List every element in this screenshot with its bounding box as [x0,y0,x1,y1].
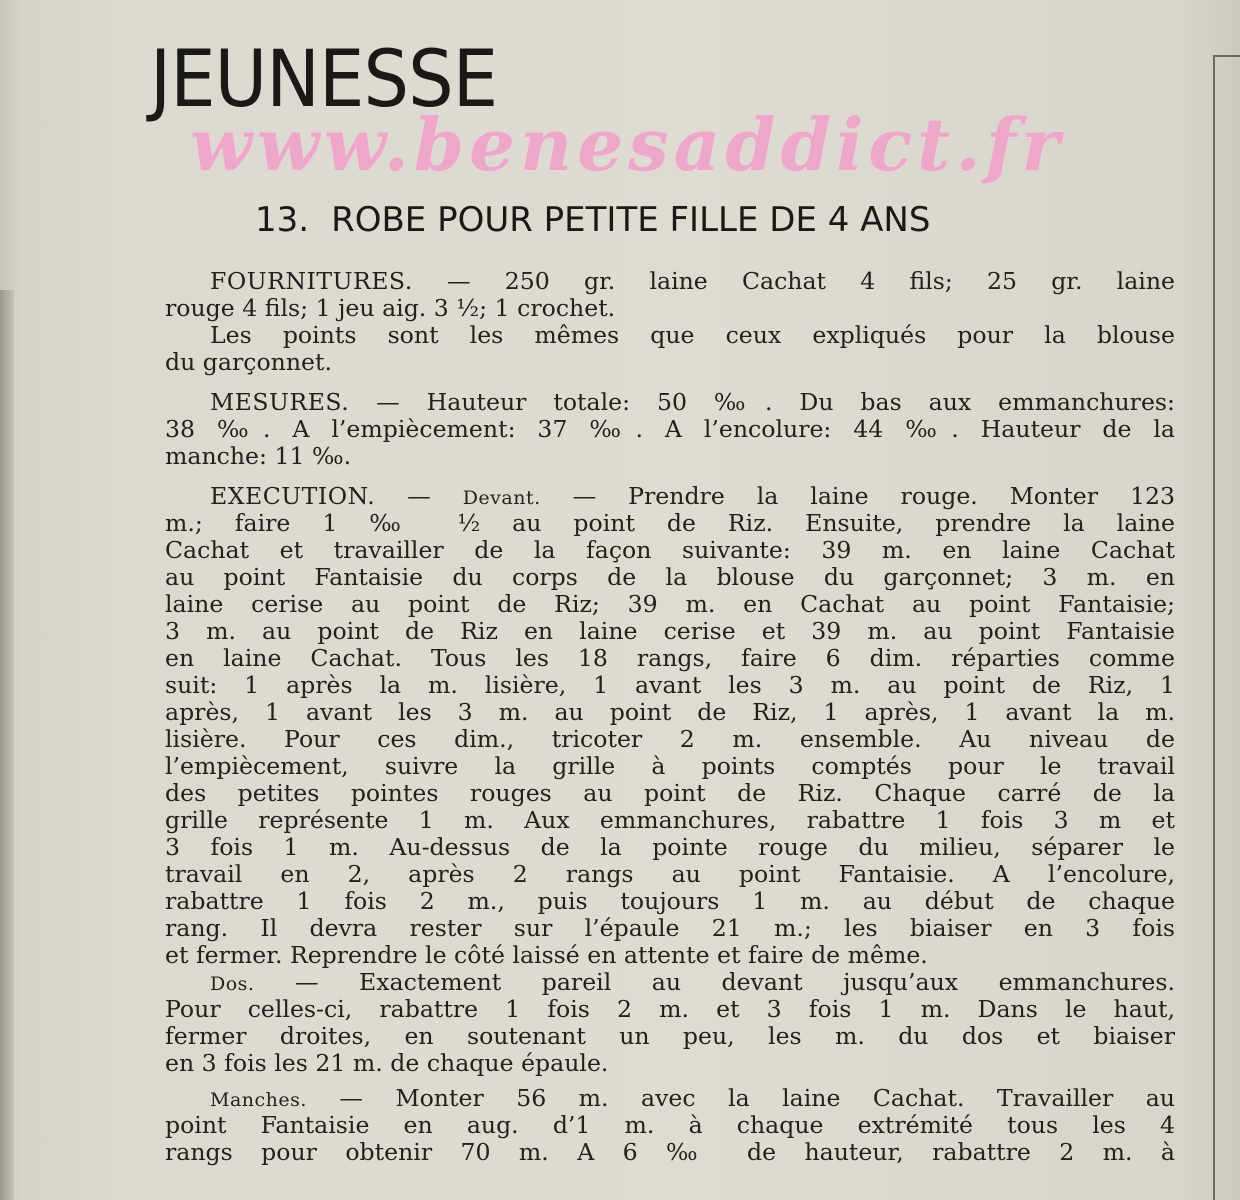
text-line: 38 ‰. A l’empiècement: 37 ‰. A l’encolure: 44 ‰. Hauteur de la [165,416,1175,443]
text-line: 3 m. au point de Riz en laine cerise et 39 m. au point Fantaisie [165,618,1175,645]
watermark: www.benesaddict.fr [190,102,1065,187]
subheading-dos: Dos. [210,973,255,995]
text-line: EXECUTION. — Devant. — Prendre la laine rouge. Monter 123 [210,483,1175,510]
text-line: du garçonnet. [165,348,332,376]
text-line: au point Fantaisie du corps de la blouse du garçonnet; 3 m. en [165,564,1175,591]
text-line: manche: 11 ‰. [165,442,352,470]
text-line: Pour celles-ci, rabattre 1 fois 2 m. et 3 fois 1 m. Dans le haut, [165,996,1175,1023]
text-line: FOURNITURES. — 250 gr. laine Cachat 4 fils; 25 gr. laine [210,268,1175,295]
text-line: Dos. — Exactement pareil au devant jusqu’aux emmanchures. [210,969,1175,996]
text-line: après, 1 avant les 3 m. au point de Riz, 1 après, 1 avant la m. [165,699,1175,726]
heading-fournitures: FOURNITURES. [210,268,413,295]
page-fold-shadow [0,290,14,1200]
pattern-title-text: ROBE POUR PETITE FILLE DE 4 ANS [331,200,931,240]
text-line: point Fantaisie en aug. d’1 m. à chaque extrémité tous les 4 [165,1112,1175,1139]
text-line: lisière. Pour ces dim., tricoter 2 m. ensemble. Au niveau de [165,726,1175,753]
text-line: Manches. — Monter 56 m. avec la laine Cachat. Travailler au [210,1085,1175,1112]
text-line: rabattre 1 fois 2 m., puis toujours 1 m. au début de chaque [165,888,1175,915]
column-rule [1213,55,1215,1200]
text-line: laine cerise au point de Riz; 39 m. en Cachat au point Fantaisie; [165,591,1175,618]
text-line: et fermer. Reprendre le côté laissé en attente et faire de même. [165,941,928,969]
text-line: travail en 2, après 2 rangs au point Fantaisie. A l’encolure, [165,861,1175,888]
text-line: l’empiècement, suivre la grille à points comptés pour le travail [165,753,1175,780]
column-rule-top [1213,55,1240,57]
subheading-devant: Devant. [462,487,541,509]
text-line: en laine Cachat. Tous les 18 rangs, faire 6 dim. réparties comme [165,645,1175,672]
heading-execution: EXECUTION. [210,483,376,510]
text-line: rangs pour obtenir 70 m. A 6 ‰ de hauteur, rabattre 2 m. à [165,1139,1175,1166]
text-line: des petites pointes rouges au point de Riz. Chaque carré de la [165,780,1175,807]
text-line: grille représente 1 m. Aux emmanchures, rabattre 1 fois 3 m et [165,807,1175,834]
section-label: JEUNESSE [150,35,498,125]
text-line: Cachat et travailler de la façon suivante: 39 m. en laine Cachat [165,537,1175,564]
text-line: en 3 fois les 21 m. de chaque épaule. [165,1049,609,1077]
text-line: m.; faire 1 ‰ ½ au point de Riz. Ensuite, prendre la laine [165,510,1175,537]
text-line: MESURES. — Hauteur totale: 50 ‰. Du bas aux emmanchures: [210,389,1175,416]
text-line: rouge 4 fils; 1 jeu aig. 3 ½; 1 crochet. [165,294,616,322]
text-line: fermer droites, en soutenant un peu, les m. du dos et biaiser [165,1023,1175,1050]
heading-mesures: MESURES. [210,389,350,416]
pattern-number: 13. [255,200,310,240]
text-line: suit: 1 après la m. lisière, 1 avant les 3 m. au point de Riz, 1 [165,672,1175,699]
subheading-manches: Manches. [210,1089,307,1111]
text-line: rang. Il devra rester sur l’épaule 21 m.; les biaiser en 3 fois [165,915,1175,942]
text-line: 3 fois 1 m. Au-dessus de la pointe rouge du milieu, séparer le [165,834,1175,861]
text-line: Les points sont les mêmes que ceux expliqués pour la blouse [210,322,1175,349]
pattern-title [255,195,930,245]
pattern-instructions [165,268,1175,1166]
